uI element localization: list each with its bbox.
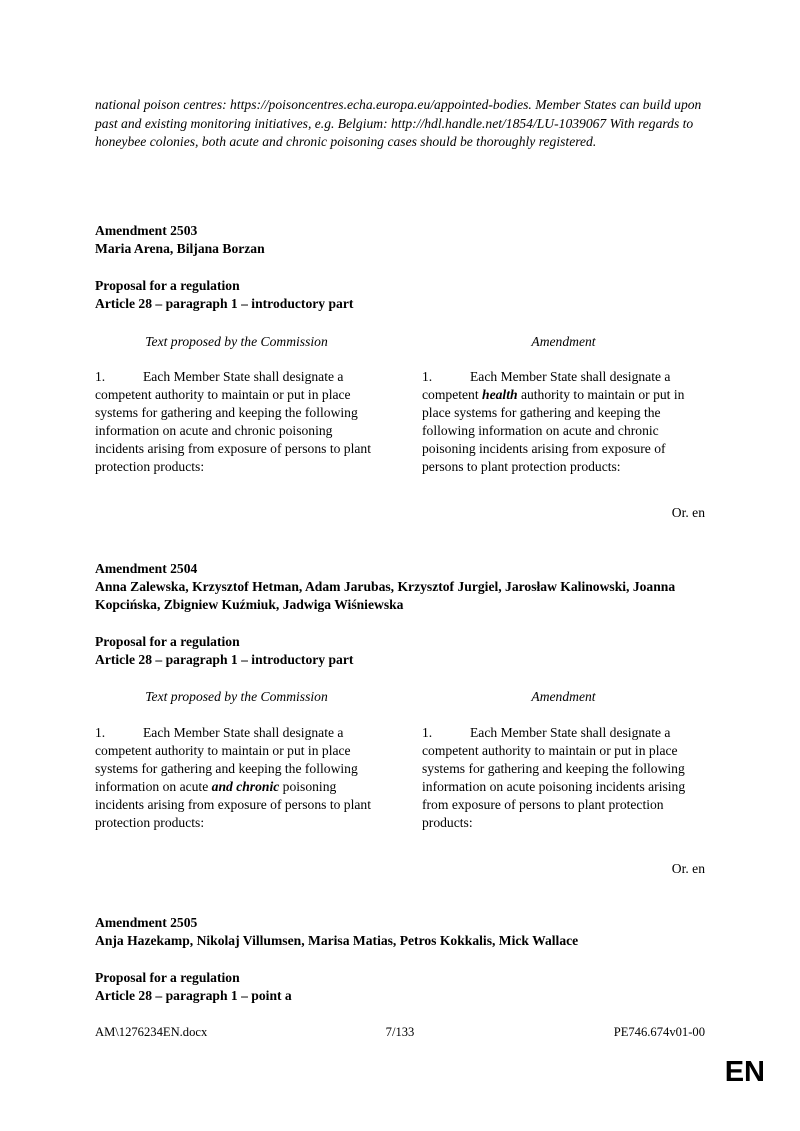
commission-text-emphasis: and chronic xyxy=(211,779,280,794)
proposal-label: Proposal for a regulation xyxy=(95,970,240,985)
amendment-2503-block xyxy=(95,222,715,258)
commission-text-body: Each Member State shall designate a competent authority to maintain or put in place systems for gathering and keeping the following information on acute and chronic poisoning incidents arising from exposure of persons to plant protection products: xyxy=(95,369,371,474)
amendment-text xyxy=(422,724,707,832)
language-code: EN xyxy=(724,1056,765,1088)
article-ref: Article 28 – paragraph 1 – introductory part xyxy=(95,296,354,311)
original-language: Or. en xyxy=(671,861,705,876)
amendment-2504-proposal xyxy=(95,633,715,669)
amendment-text-emphasis: health xyxy=(482,387,518,402)
original-language: Or. en xyxy=(671,505,705,520)
amendment-2503-proposal xyxy=(95,277,715,313)
amendment-2505-proposal xyxy=(95,969,715,1005)
commission-text-pre: Each Member State shall designate a competent authority to maintain or put in place systems for gathering and keeping the following information on acute xyxy=(95,725,358,794)
amendment-authors: Anna Zalewska, Krzysztof Hetman, Adam Jarubas, Krzysztof Jurgiel, Jarosław Kalinowski, Joanna Kopcińska, Zbigniew Kuźmiuk, Jadwiga Wiśniewska xyxy=(95,579,676,612)
intro-text: national poison centres: https://poisoncentres.echa.europa.eu/appointed-bodies. Member States can build upon past and existing monitoring initiatives, e.g. Belgium: http://hdl.handle.net/1854/LU-1039067 With regards to honeybee colonies, both acute and chronic poisoning cases should be thoroughly registered. xyxy=(95,97,702,149)
amendment-text-pre: Each Member State shall designate a competent xyxy=(422,369,671,402)
proposal-label: Proposal for a regulation xyxy=(95,634,240,649)
article-ref: Article 28 – paragraph 1 – introductory part xyxy=(95,652,354,667)
column-header-amendment: Amendment xyxy=(531,689,596,704)
amendment-2505-block xyxy=(95,914,715,950)
column-header-commission: Text proposed by the Commission xyxy=(145,689,328,704)
amendment-title: Amendment 2504 xyxy=(95,561,198,576)
amendment-text-post: authority to maintain or put in place systems for gathering and keeping the following information on acute and chronic poisoning incidents arising from exposure of persons to plant protection products: xyxy=(422,387,685,474)
amendment-authors: Maria Arena, Biljana Borzan xyxy=(95,241,265,256)
footer-pe-ref: PE746.674v01-00 xyxy=(613,1025,705,1039)
commission-text-post: poisoning incidents arising from exposure of persons to plant protection products: xyxy=(95,779,371,830)
footer-page-number: 7/133 xyxy=(385,1025,415,1039)
amendment-2504-block xyxy=(95,560,715,614)
proposal-label: Proposal for a regulation xyxy=(95,278,240,293)
paragraph-number: 1. xyxy=(95,369,106,384)
footer-doc-ref: AM\1276234EN.docx xyxy=(95,1025,208,1039)
commission-text xyxy=(95,368,378,476)
amendment-text-body: Each Member State shall designate a competent authority to maintain or put in place systems for gathering and keeping the following information on acute poisoning incidents arising from exposure of persons to plant protection products: xyxy=(422,725,686,830)
amendment-title: Amendment 2505 xyxy=(95,915,198,930)
paragraph-number: 1. xyxy=(422,725,433,740)
amendment-authors: Anja Hazekamp, Nikolaj Villumsen, Marisa Matias, Petros Kokkalis, Mick Wallace xyxy=(95,933,579,948)
column-header-amendment: Amendment xyxy=(531,334,596,349)
paragraph-number: 1. xyxy=(95,725,106,740)
commission-text xyxy=(95,724,378,832)
article-ref: Article 28 – paragraph 1 – point a xyxy=(95,988,292,1003)
amendment-title: Amendment 2503 xyxy=(95,223,198,238)
amendment-text xyxy=(422,368,707,476)
column-header-commission: Text proposed by the Commission xyxy=(145,334,328,349)
paragraph-number: 1. xyxy=(422,369,433,384)
